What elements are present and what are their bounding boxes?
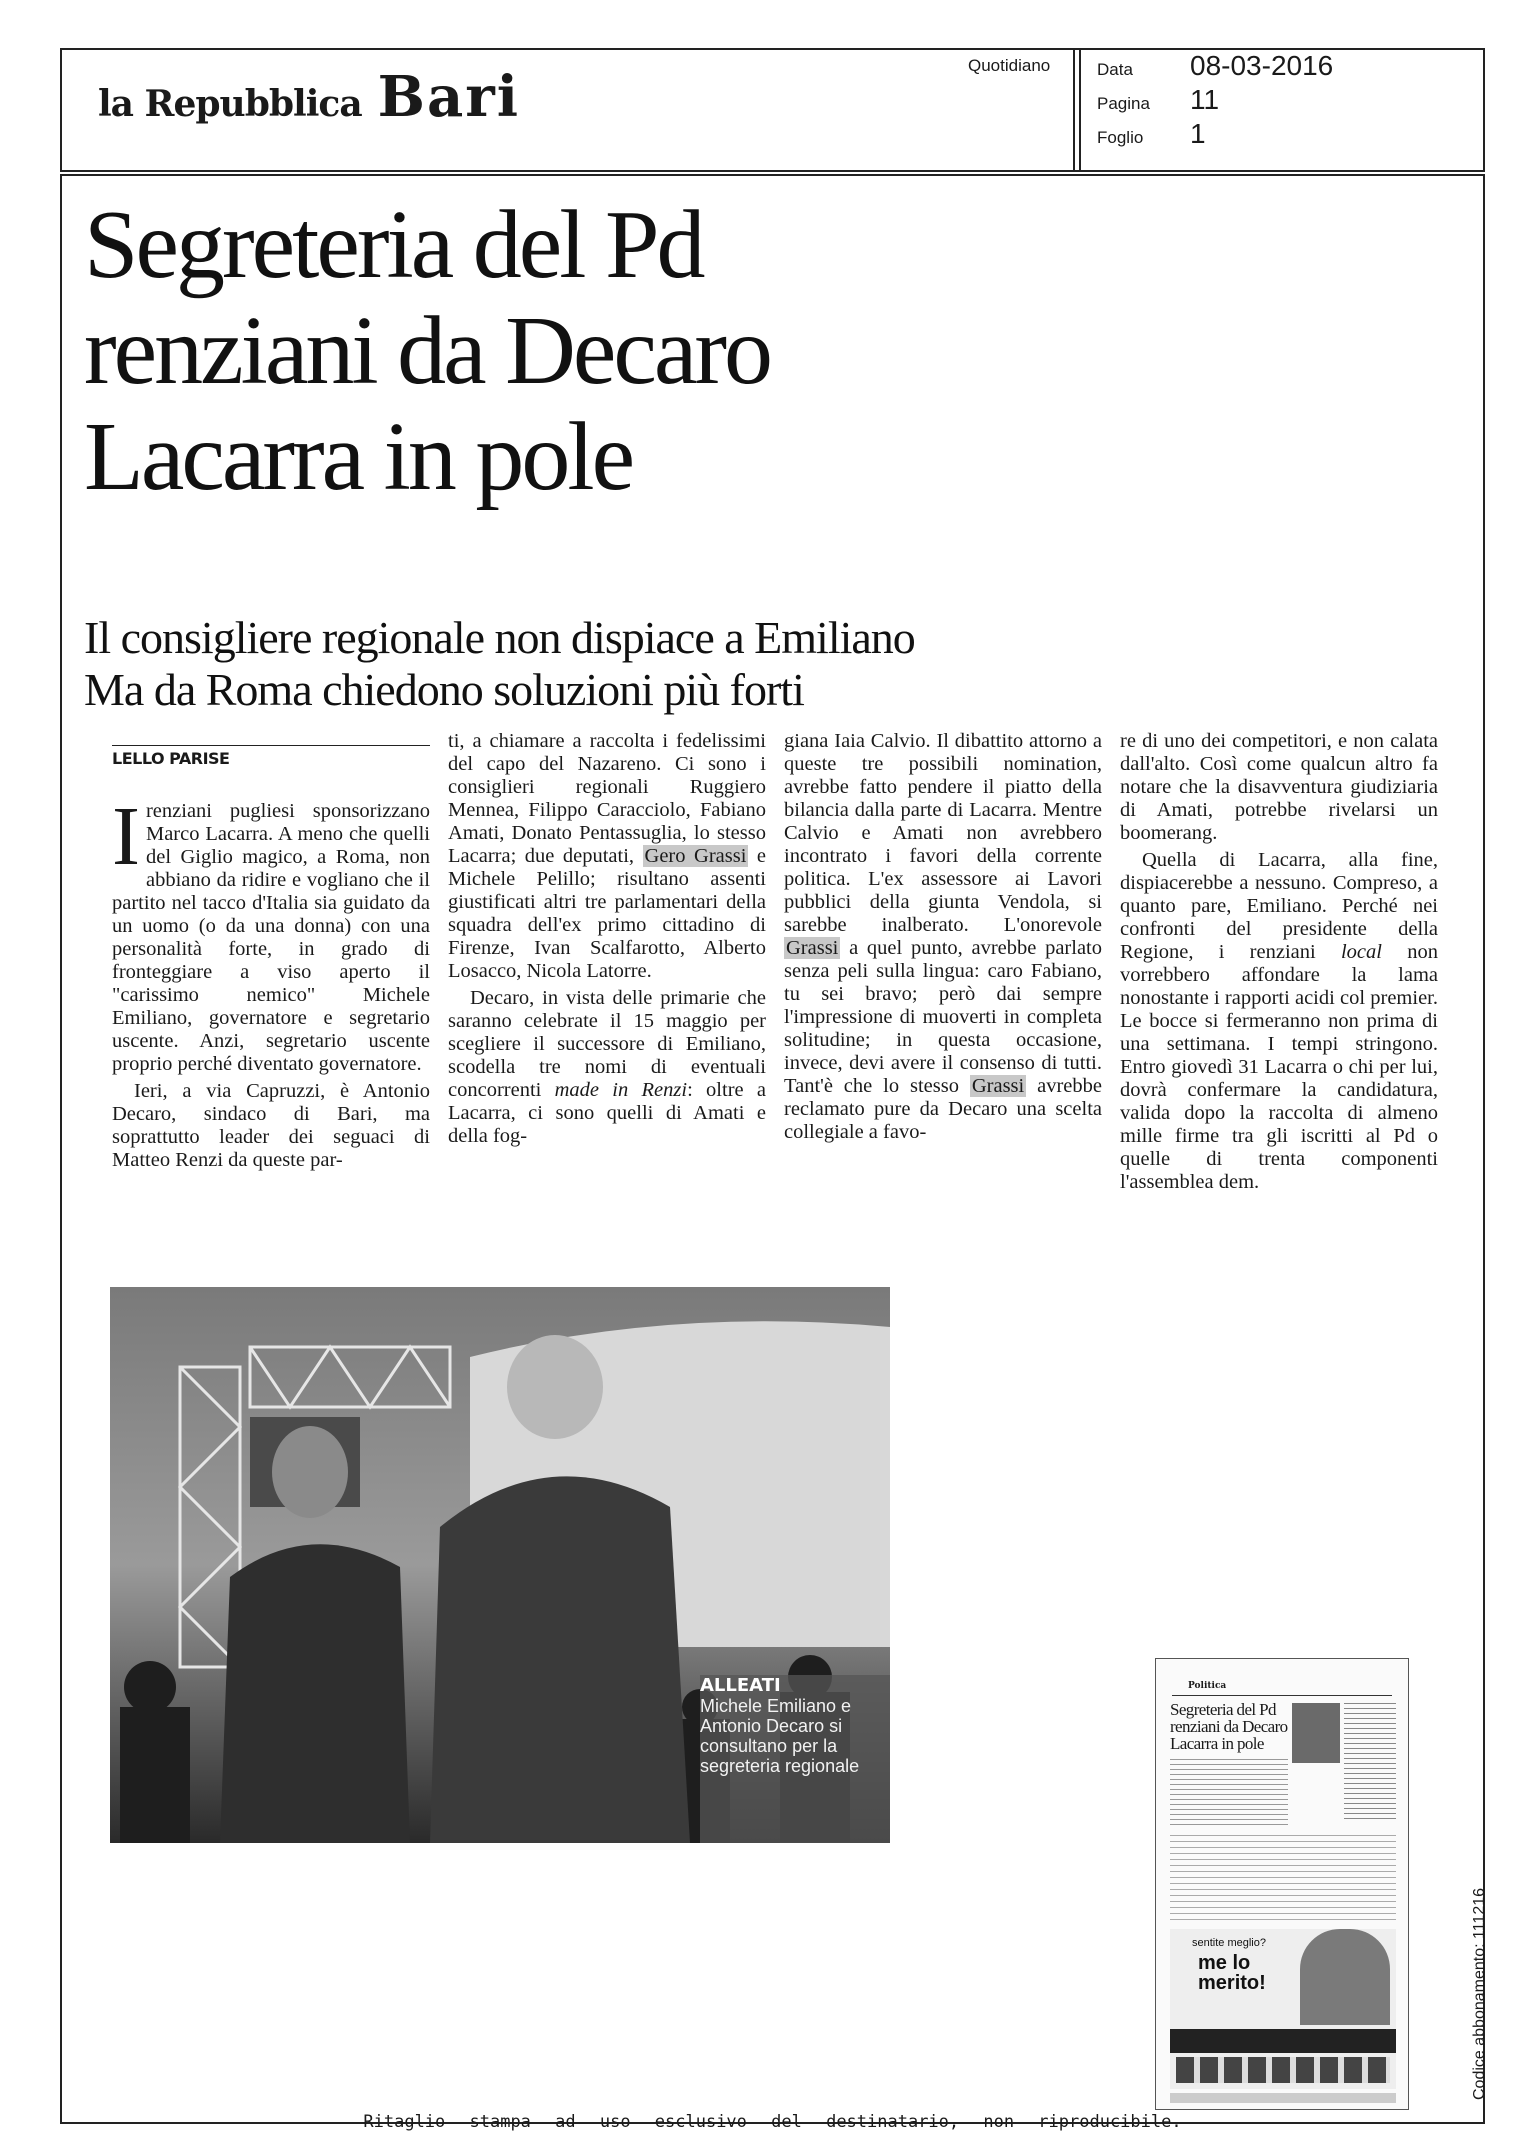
subheadline-line: Ma da Roma chiedono soluzioni più forti — [84, 664, 804, 715]
header-divider — [1079, 48, 1081, 172]
article-column-1 — [112, 790, 430, 1172]
headline-line: Lacarra in pole — [84, 403, 633, 511]
paragraph: giana Iaia Calvio. Il dibattito attorno a queste tre possibili nomination, avrebbe fatto pendere il piatto della bilancia dalla parte di Lacarra. Mentre Calvio e Amati non avrebbero incontrato i favori della corrente politica. L'ex assessore ai Lavori pubblici della giunta Vendola, si sarebbe inalberato. L'onorevole Grassi a quel punto, avrebbe parlato senza peli sulla lingua: caro Fabiano, tu sei bravo; però dai sempre l'impressione di muoverti in completa solitudine; in questa occasione, invece, devi avere il consenso di tutti. Tant'è che lo stesso Grassi avrebbe reclamato pure da Decaro una scelta collegiale a favo- — [784, 730, 1102, 1143]
edition-name: Bari — [377, 64, 521, 130]
paper-name: la Repubblica — [98, 83, 362, 125]
thumb-advertisement — [1170, 1929, 1396, 2089]
paragraph: re di uno dei competitori, e non calata dall'alto. Così come qualcun altro fa notare che la disavventura giudiziaria di Amati, potrebbe rivelarsi un boomerang. — [1120, 730, 1438, 844]
thumb-footer — [1170, 2093, 1396, 2103]
ad-banner — [1170, 2029, 1396, 2053]
thumb-text-block — [1170, 1759, 1288, 1829]
pagina-label: Pagina — [1097, 94, 1150, 113]
drop-cap: I — [112, 790, 140, 883]
thumb-photo — [1292, 1703, 1340, 1763]
caption-text: Michele Emiliano e Antonio Decaro si consultano per la segreteria regionale — [700, 1696, 860, 1776]
header-divider — [1073, 48, 1075, 172]
data-label: Data — [1097, 60, 1133, 79]
ad-big-text: me lo merito! — [1198, 1952, 1266, 1994]
paragraph: Quella di Lacarra, alla fine, dispiacerebbe a nessuno. Compreso, a quanto pare, Emiliano. Perché nei confronti del presidente della Regione, i renziani local non vorrebbero affondare la lama nonostante i rapporti acidi col premier. Le bocce si fermeranno non prima di una settimana. I tempi stringono. Entro giovedì 31 Lacarra o chi per lui, dovrà confermare la candidatura, valida dopo la raccolta di almeno mille firme tra gli iscritti al Pd o quelle di trenta componenti l'assemblea dem. — [1120, 849, 1439, 1193]
byline-rule — [112, 745, 430, 746]
pagina-value: 11 — [1190, 84, 1220, 115]
foglio-label: Foglio — [1097, 128, 1144, 147]
thumb-section: Politica — [1188, 1681, 1227, 1691]
caption-title: ALLEATI — [700, 1675, 781, 1696]
ad-small-text: sentite meglio? — [1192, 1937, 1266, 1949]
headline — [84, 192, 1184, 510]
newspaper-logo — [98, 64, 520, 130]
data-value: 08-03-2016 — [1190, 50, 1334, 81]
ad-strip — [1176, 2057, 1390, 2083]
subscription-code: Codice abbonamento: 111216 — [1471, 1887, 1488, 2100]
foglio-value: 1 — [1190, 118, 1206, 149]
thumb-text-block — [1170, 1835, 1396, 1925]
headline-line: renziani da Decaro — [84, 297, 770, 405]
paragraph: Ieri, a via Capruzzi, è Antonio Decaro, sindaco di Bari, ma soprattutto leader dei seguaci di Matteo Renzi da queste par- — [112, 1080, 430, 1171]
clipping-notice: Ritaglio stampa ad uso esclusivo del destinatario, non riproducibile. — [363, 2112, 1182, 2132]
highlighted-name: Grassi — [971, 1075, 1025, 1097]
paragraph: Decaro, in vista delle primarie che saranno celebrate il 15 maggio per scegliere il successore di Emiliano, scodella tre nomi di eventuali concorrenti made in Renzi: oltre a Lacarra, ci sono quelli di Amati e della fog- — [448, 987, 766, 1147]
subheadline-line: Il consigliere regionale non dispiace a Emiliano — [84, 612, 915, 663]
paragraph: Irenziani pugliesi sponsorizzano Marco Lacarra. A meno che quelli del Giglio magico, a Roma, non abbiano da ridire e vogliano che il partito nel tacco d'Italia sia guidato da un uomo (o da una donna) con una personalità forte, in grado di fronteggiare a viso aperto il "carissimo nemico" Michele Emiliano, governatore e segretario uscente. Anzi, segretario uscente proprio perché diventato governatore. — [112, 790, 430, 1075]
frequency-label: Quotidiano — [968, 56, 1051, 75]
article-column-3 — [784, 730, 1102, 1144]
paragraph: ti, a chiamare a raccolta i fedelissimi del capo del Nazareno. Ci sono i consiglieri regionali Ruggiero Mennea, Filippo Caracciolo, Fabiano Amati, Donato Pentassuglia, lo stesso Lacarra; due deputati, Gero Grassi e Michele Pelillo; risultano assenti giustificati altri tre parlamentari della squadra dell'ex primo cittadino di Firenze, Ivan Scalfarotto, Alberto Losacco, Nicola Latorre. — [448, 730, 766, 982]
article-column-4 — [1120, 730, 1438, 1194]
page-thumbnail — [1155, 1658, 1409, 2110]
photo-caption — [700, 1675, 880, 1835]
highlighted-name: Grassi — [786, 937, 839, 959]
highlighted-name: Gero Grassi — [644, 845, 747, 867]
thumb-rule — [1172, 1695, 1392, 1696]
byline: LELLO PARISE — [112, 749, 230, 768]
thumb-text-block — [1344, 1703, 1396, 1823]
headline-line: Segreteria del Pd — [84, 191, 703, 299]
ad-portrait — [1300, 1929, 1390, 2025]
thumb-headline: Segreteria del Pd renziani da Decaro Lacarra in pole — [1170, 1700, 1288, 1753]
subheadline — [84, 612, 1184, 716]
article-column-2 — [448, 730, 766, 1148]
